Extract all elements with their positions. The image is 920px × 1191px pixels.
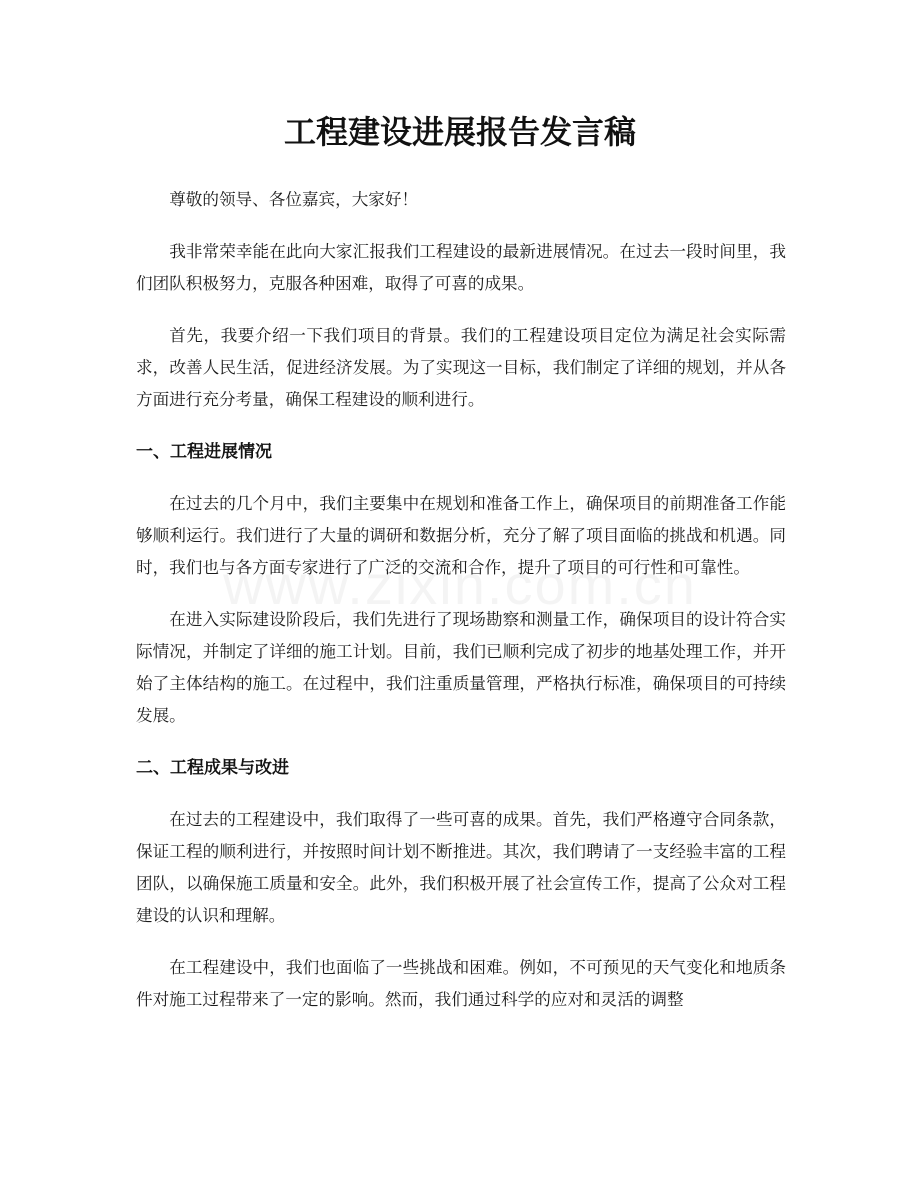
results-paragraph-2: 在工程建设中，我们也面临了一些挑战和困难。例如，不可预见的天气变化和地质条件对施工过程带来了一定的影响。然而，我们通过科学的应对和灵活的调整 [136, 958, 786, 1009]
intro-paragraph: 我非常荣幸能在此向大家汇报我们工程建设的最新进展情况。在过去一段时间里，我们团队积极努力，克服各种困难，取得了可喜的成果。 [136, 242, 786, 293]
section-heading-progress: 一、工程进展情况 [136, 442, 272, 462]
greeting-paragraph: 尊敬的领导、各位嘉宾，大家好！ [169, 190, 419, 209]
progress-paragraph-1: 在过去的几个月中，我们主要集中在规划和准备工作上，确保项目的前期准备工作能够顺利运行。我们进行了大量的调研和数据分析，充分了解了项目面临的挑战和机遇。同时，我们也与各方面专家进行了广泛的交流和合作，提升了项目的可行性和可靠性。 [136, 494, 786, 577]
background-paragraph: 首先，我要介绍一下我们项目的背景。我们的工程建设项目定位为满足社会实际需求，改善人民生活，促进经济发展。为了实现这一目标，我们制定了详细的规划，并从各方面进行充分考量，确保工程建设的顺利进行。 [136, 326, 786, 409]
results-paragraph-1: 在过去的工程建设中，我们取得了一些可喜的成果。首先，我们严格遵守合同条款，保证工程的顺利进行，并按照时间计划不断推进。其次，我们聘请了一支经验丰富的工程团队，以确保施工质量和安全。此外，我们积极开展了社会宣传工作，提高了公众对工程建设的认识和理解。 [136, 810, 786, 925]
page-title: 工程建设进展报告发言稿 [283, 113, 636, 151]
progress-paragraph-2: 在进入实际建设阶段后，我们先进行了现场勘察和测量工作，确保项目的设计符合实际情况，并制定了详细的施工计划。目前，我们已顺利完成了初步的地基处理工作，并开始了主体结构的施工。在过程中，我们注重质量管理，严格执行标准，确保项目的可持续发展。 [136, 610, 786, 725]
section-heading-results: 二、工程成果与改进 [136, 758, 289, 778]
document-body [136, 184, 786, 1036]
